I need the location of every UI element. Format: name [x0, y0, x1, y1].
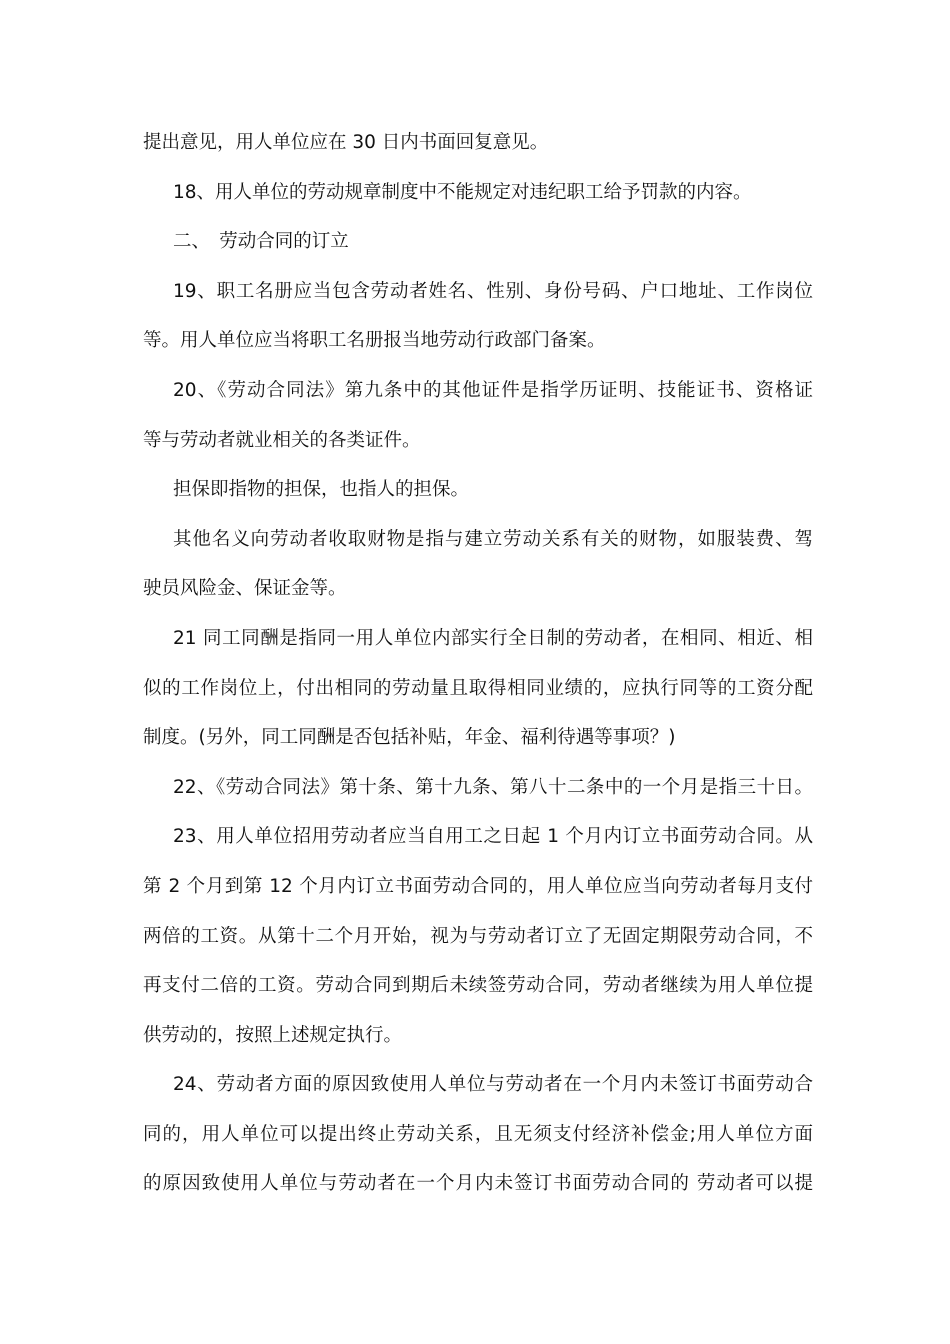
text-line: 两倍的工资。从第十二个月开始，视为与劳动者订立了无固定期限劳动合同，不 — [143, 925, 813, 947]
text-line: 驶员风险金、保证金等。 — [143, 578, 347, 600]
text-line: 22、《劳动合同法》第十条、第十九条、第八十二条中的一个月是指三十日。 — [173, 776, 813, 798]
text-line: 的原因致使用人单位与劳动者在一个月内未签订书面劳动合同的 劳动者可以提 — [143, 1173, 813, 1195]
text-line: 19、职工名册应当包含劳动者姓名、性别、身份号码、户口地址、工作岗位 — [173, 280, 813, 302]
text-line: 再支付二倍的工资。劳动合同到期后未续签劳动合同，劳动者继续为用人单位提 — [143, 975, 813, 997]
text-line: 提出意见，用人单位应在 30 日内书面回复意见。 — [143, 132, 549, 153]
text-line: 等。用人单位应当将职工名册报当地劳动行政部门备案。 — [143, 330, 606, 352]
text-line: 24、劳动者方面的原因致使用人单位与劳动者在一个月内未签订书面劳动合 — [173, 1074, 813, 1096]
text-line: 20、《劳动合同法》第九条中的其他证件是指学历证明、技能证书、资格证 — [173, 379, 813, 401]
text-line: 其他名义向劳动者收取财物是指与建立劳动关系有关的财物，如服装费、驾 — [173, 528, 813, 550]
text-line: 同的，用人单位可以提出终止劳动关系，且无须支付经济补偿金;用人单位方面 — [143, 1123, 813, 1145]
text-line: 担保即指物的担保，也指人的担保。 — [173, 479, 470, 501]
text-line: 制度。(另外，同工同酬是否包括补贴，年金、福利待遇等事项？) — [143, 727, 676, 749]
text-line: 等与劳动者就业相关的各类证件。 — [143, 429, 421, 451]
text-line: 18、用人单位的劳动规章制度中不能规定对违纪职工给予罚款的内容。 — [173, 181, 752, 203]
document-body — [143, 118, 813, 1209]
section-heading: 二、 劳动合同的订立 — [173, 231, 349, 253]
text-line: 23、用人单位招用劳动者应当自用工之日起 1 个月内订立书面劳动合同。从 — [173, 826, 813, 848]
text-line: 第 2 个月到第 12 个月内订立书面劳动合同的，用人单位应当向劳动者每月支付 — [143, 875, 813, 897]
text-line: 21 同工同酬是指同一用人单位内部实行全日制的劳动者，在相同、相近、相 — [173, 627, 813, 649]
text-line: 供劳动的，按照上述规定执行。 — [143, 1024, 403, 1046]
text-line: 似的工作岗位上，付出相同的劳动量且取得相同业绩的，应执行同等的工资分配 — [143, 677, 813, 699]
